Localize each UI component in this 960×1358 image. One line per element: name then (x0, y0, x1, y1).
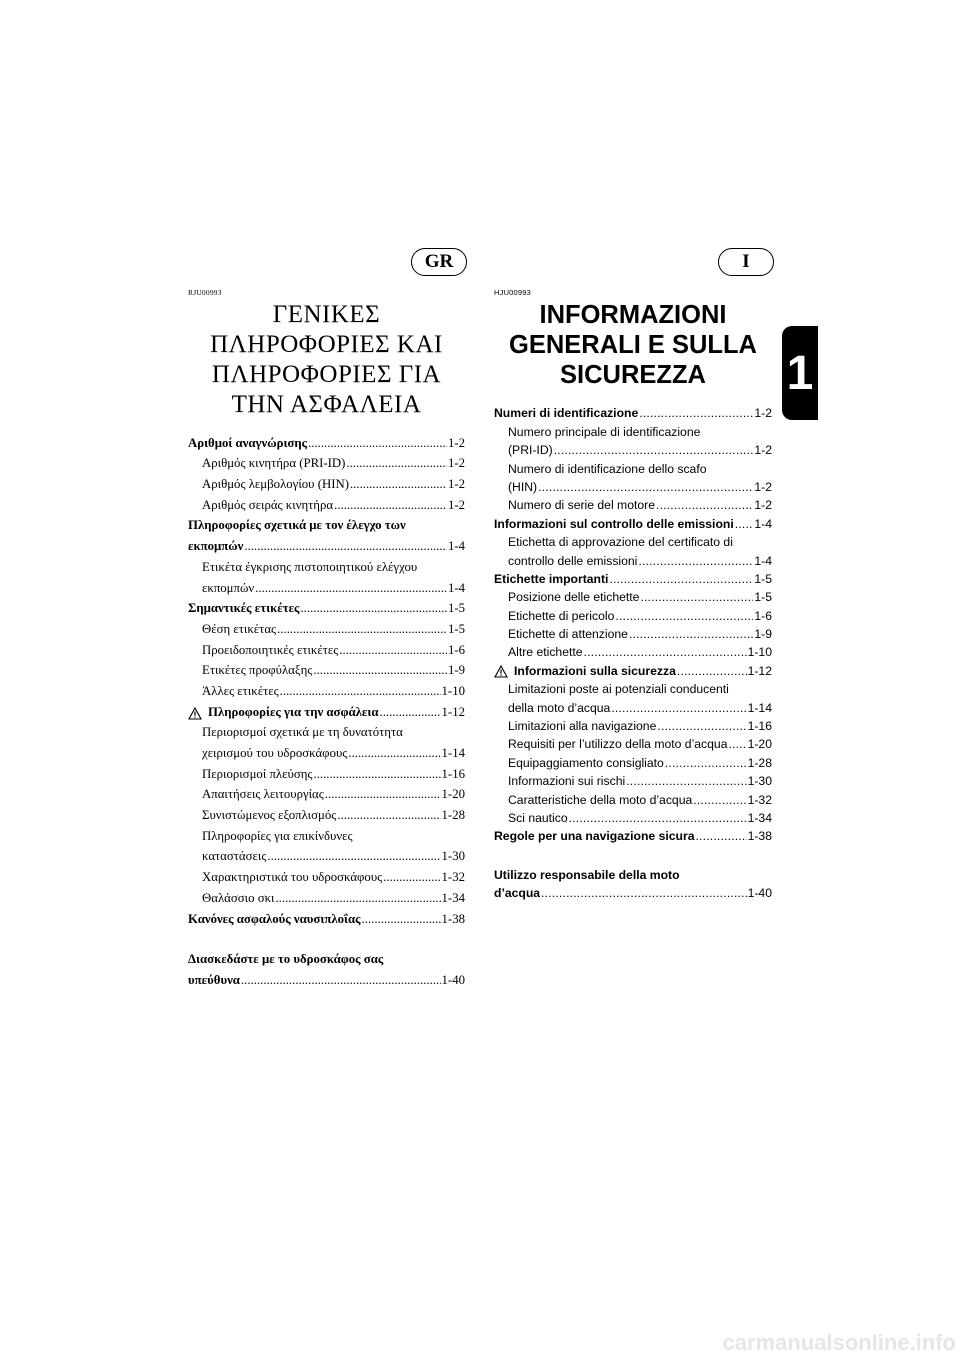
toc-label: Προειδοποιητικές ετικέτες (202, 642, 339, 657)
toc-entry[interactable] (494, 439, 772, 457)
title-line: INFORMAZIONI (539, 301, 727, 329)
title-line: GENERALI E SULLA (509, 331, 757, 359)
toc-leader-dots (267, 849, 440, 864)
toc-page-number: 1-4 (447, 580, 465, 595)
toc-entry[interactable] (188, 471, 465, 492)
toc-leader-dots (346, 456, 447, 471)
toc-leader-dots (300, 601, 446, 616)
toc-page-number: 1-40 (747, 886, 772, 901)
italian-column (494, 300, 772, 900)
toc-label: Θαλάσσιο σκι (202, 890, 275, 905)
toc-entry[interactable] (494, 623, 772, 641)
toc-entry[interactable] (188, 844, 465, 865)
toc-leader-dots (657, 719, 746, 733)
toc-page-number: 1-16 (747, 719, 772, 734)
toc-label: Numero principale di identificazione (508, 424, 701, 439)
toc-entry[interactable] (494, 604, 772, 622)
toc-page-number: 1-2 (754, 498, 772, 513)
toc-entry[interactable] (494, 512, 772, 530)
toc-page-number: 1-20 (747, 737, 772, 752)
toc-label: Πληροφορίες για επικίνδυνες (202, 828, 353, 843)
toc-label: Πληροφορίες για την ασφάλεια (208, 704, 379, 719)
toc-leader-dots (255, 581, 447, 596)
toc-entry[interactable] (494, 494, 772, 512)
title-line: ΓΕΝΙΚΕΣ (272, 301, 381, 328)
toc-label: Etichette di attenzione (508, 627, 628, 642)
language-badge-italian: I (718, 248, 774, 276)
toc-leader-dots (308, 436, 447, 451)
greek-column (188, 300, 465, 988)
toc-page-number: 1-14 (441, 746, 465, 760)
toc-entry[interactable] (494, 733, 772, 751)
toc-label: Requisiti per l’utilizzo della moto d’acqua (508, 737, 728, 752)
toc-leader-dots (656, 498, 753, 512)
toc-leader-dots (626, 774, 746, 788)
toc-leader-dots (629, 627, 753, 641)
toc-page-number: 1-5 (447, 621, 465, 636)
toc-entry[interactable] (494, 678, 772, 696)
toc-entry[interactable] (188, 596, 465, 617)
toc-leader-dots (325, 787, 441, 802)
toc-label: (PRI-ID) (508, 443, 553, 458)
toc-label: Αριθμοί αναγνώρισης (188, 435, 308, 450)
toc-entry[interactable] (188, 430, 465, 451)
toc-entry[interactable] (188, 637, 465, 658)
toc-label: Altre etichette (508, 645, 583, 660)
chapter-tab: 1 (782, 326, 818, 420)
toc-label: Posizione delle etichette (508, 590, 640, 605)
toc-leader-dots (554, 443, 754, 457)
greek-toc (188, 430, 465, 988)
toc-label: Συνιστώμενος εξοπλισμός (202, 808, 337, 823)
toc-page-number: 1-38 (441, 911, 465, 926)
toc-page-number: 1-20 (441, 787, 465, 802)
toc-entry[interactable] (494, 788, 772, 806)
toc-entry[interactable] (188, 678, 465, 699)
toc-entry[interactable] (188, 451, 465, 472)
toc-label: Caratteristiche della moto d’acqua (508, 792, 693, 807)
toc-label: Limitazioni alla navigazione (508, 719, 657, 734)
toc-leader-dots (638, 554, 753, 568)
section-code-italian: HJU00993 (494, 288, 532, 297)
toc-label: Numeri di identificazione (494, 406, 639, 421)
toc-entry[interactable] (494, 825, 772, 843)
toc-label: Θέση ετικέτας (202, 621, 277, 636)
toc-label: Equipaggiamento consigliato (508, 755, 664, 770)
toc-label: Regole per una navigazione sicura (494, 829, 695, 844)
toc-page-number: 1-34 (747, 810, 772, 825)
toc-label: Περιορισμοί πλεύσης (202, 766, 313, 781)
toc-entry[interactable] (188, 864, 465, 885)
toc-leader-dots (693, 793, 746, 807)
toc-page-number: 1-9 (754, 627, 772, 642)
toc-page-number: 1-2 (447, 497, 465, 512)
toc-page-number: 1-9 (447, 663, 465, 678)
toc-page-number: 1-2 (754, 479, 772, 494)
toc-page-number: 1-14 (747, 700, 772, 715)
toc-leader-dots (241, 973, 441, 988)
toc-leader-dots (615, 609, 753, 623)
toc-entry[interactable] (494, 476, 772, 494)
toc-leader-dots (348, 746, 440, 761)
toc-page-number: 1-40 (441, 972, 465, 987)
toc-entry[interactable] (188, 782, 465, 803)
toc-leader-dots (334, 498, 447, 513)
toc-entry[interactable] (188, 823, 465, 844)
watermark: carmanualsonline.info (722, 1330, 956, 1355)
toc-entry[interactable] (494, 586, 772, 604)
warning-triangle-icon (188, 707, 202, 720)
toc-page-number: 1-28 (441, 808, 465, 823)
toc-spacer (494, 843, 772, 863)
toc-page-number: 1-2 (447, 435, 465, 450)
toc-page-number: 1-38 (747, 829, 772, 844)
toc-entry[interactable] (188, 967, 465, 988)
toc-entry[interactable] (494, 751, 772, 769)
toc-label: Αριθμός λεμβολογίου (HIN) (202, 477, 349, 492)
toc-leader-dots (569, 811, 747, 825)
toc-entry[interactable] (494, 770, 772, 788)
toc-leader-dots (337, 808, 440, 823)
toc-label: d’acqua (494, 886, 541, 901)
toc-entry[interactable] (188, 761, 465, 782)
toc-page-number: 1-2 (447, 456, 465, 471)
toc-label: della moto d’acqua (508, 700, 611, 715)
toc-leader-dots (538, 480, 753, 494)
italian-toc (494, 402, 772, 900)
toc-entry[interactable] (494, 807, 772, 825)
toc-label: Numero di serie del motore (508, 498, 655, 513)
title-line: ΠΛΗΡΟΦΟΡΙΕΣ ΚΑΙ (210, 331, 443, 358)
toc-entry[interactable] (188, 575, 465, 596)
toc-label: Utilizzo responsabile della moto (494, 867, 680, 882)
italian-title (494, 300, 772, 390)
toc-page-number: 1-16 (441, 766, 465, 781)
toc-entry[interactable] (188, 513, 465, 534)
toc-page-number: 1-5 (447, 601, 465, 616)
toc-entry[interactable] (188, 658, 465, 679)
toc-page-number: 1-6 (754, 608, 772, 623)
toc-entry[interactable] (188, 533, 465, 554)
toc-page-number: 1-2 (754, 406, 772, 421)
toc-label: Διασκεδάστε με το υδροσκάφος σας (188, 952, 384, 967)
toc-leader-dots (275, 891, 440, 906)
toc-leader-dots (665, 756, 747, 770)
title-line: ΠΛΗΡΟΦΟΡΙΕΣ ΓΙΑ (211, 361, 442, 388)
toc-label: χειρισμού του υδροσκάφους (202, 746, 348, 760)
toc-entry[interactable] (494, 402, 772, 420)
toc-page-number: 1-32 (441, 870, 465, 885)
toc-label: Χαρακτηριστικά του υδροσκάφους (202, 870, 383, 885)
toc-label: controllo delle emissioni (508, 553, 638, 568)
toc-entry[interactable] (188, 720, 465, 741)
toc-entry[interactable] (494, 715, 772, 733)
toc-label: Numero di identificazione dello scafo (508, 461, 707, 476)
toc-leader-dots (609, 572, 753, 586)
toc-label: υπεύθυνα (188, 972, 240, 987)
toc-label: Etichetta di approvazione del certificato di (508, 535, 733, 550)
toc-label: Ετικέτες προφύλαξης (202, 663, 313, 678)
toc-page-number: 1-32 (747, 792, 772, 807)
language-badge-greek: GR (411, 248, 467, 276)
toc-entry[interactable] (188, 740, 465, 761)
toc-label: Αριθμός σειράς κινητήρα (202, 497, 334, 512)
toc-page-number: 1-30 (441, 849, 465, 864)
toc-label: Ετικέτα έγκρισης πιστοποιητικού ελέγχου (202, 559, 418, 574)
toc-page-number: 1-5 (754, 571, 772, 586)
toc-page-number: 1-10 (747, 645, 772, 660)
toc-entry[interactable] (494, 531, 772, 549)
toc-label: Informazioni sul controllo delle emissioni (494, 516, 734, 531)
greek-title (188, 300, 465, 420)
toc-page-number: 1-4 (754, 516, 772, 531)
toc-entry[interactable] (494, 863, 772, 881)
toc-page-number: 1-30 (747, 774, 772, 789)
toc-leader-dots (339, 643, 447, 658)
toc-entry[interactable] (188, 802, 465, 823)
toc-entry[interactable] (494, 457, 772, 475)
toc-entry[interactable] (188, 554, 465, 575)
toc-label: Etichette importanti (494, 571, 609, 586)
toc-leader-dots (314, 767, 441, 782)
toc-entry[interactable] (188, 906, 465, 927)
section-code-greek: RJU00993 (188, 288, 222, 297)
toc-leader-dots (244, 539, 447, 554)
toc-entry[interactable] (494, 420, 772, 438)
toc-label: Απαιτήσεις λειτουργίας (202, 787, 324, 802)
toc-leader-dots (280, 684, 441, 699)
toc-label: Informazioni sulla sicurezza (514, 663, 676, 678)
toc-entry[interactable] (188, 947, 465, 968)
toc-leader-dots (640, 590, 753, 604)
toc-label: καταστάσεις (202, 849, 267, 864)
toc-label: Αριθμός κινητήρα (PRI-ID) (202, 456, 346, 471)
toc-entry[interactable] (188, 699, 465, 720)
toc-leader-dots (639, 406, 753, 420)
toc-label: Sci nautico (508, 810, 568, 825)
toc-leader-dots (584, 645, 747, 659)
toc-label: Informazioni sui rischi (508, 774, 626, 789)
toc-entry[interactable] (188, 616, 465, 637)
toc-page-number: 1-5 (754, 590, 772, 605)
toc-label: Άλλες ετικέτες (202, 683, 279, 698)
toc-entry[interactable] (494, 568, 772, 586)
toc-page-number: 1-2 (447, 477, 465, 492)
toc-entry[interactable] (494, 659, 772, 677)
toc-page-number: 1-12 (747, 663, 772, 678)
toc-leader-dots (677, 664, 747, 678)
title-line: ΤΗΝ ΑΣΦΑΛΕΙΑ (231, 391, 422, 418)
warning-triangle-icon (494, 665, 508, 678)
toc-label: εκπομπών (202, 580, 255, 595)
toc-label: Σημαντικές ετικέτες (188, 601, 300, 616)
toc-entry[interactable] (494, 696, 772, 714)
toc-spacer (188, 927, 465, 947)
toc-page-number: 1-10 (441, 683, 465, 698)
toc-leader-dots (313, 663, 447, 678)
toc-leader-dots (362, 912, 441, 927)
toc-leader-dots (735, 517, 754, 531)
toc-entry[interactable] (188, 885, 465, 906)
toc-entry[interactable] (188, 492, 465, 513)
toc-leader-dots (611, 701, 746, 715)
toc-page-number: 1-4 (754, 553, 772, 568)
toc-page-number: 1-28 (747, 755, 772, 770)
toc-leader-dots (380, 705, 441, 720)
toc-leader-dots (541, 886, 747, 900)
toc-page-number: 1-2 (754, 443, 772, 458)
toc-label: Πληροφορίες σχετικά με τον έλεγχο των (188, 518, 406, 533)
toc-label: Limitazioni poste ai potenziali conducenti (508, 682, 729, 697)
toc-leader-dots (277, 622, 447, 637)
toc-label: Κανόνες ασφαλούς ναυσιπλοΐας (188, 911, 361, 926)
toc-page-number: 1-4 (447, 539, 465, 554)
toc-leader-dots (383, 870, 440, 885)
toc-entry[interactable] (494, 641, 772, 659)
toc-page-number: 1-12 (441, 704, 465, 719)
toc-entry[interactable] (494, 549, 772, 567)
toc-label: Περιορισμοί σχετικά με τη δυνατότητα (202, 725, 403, 740)
toc-page-number: 1-6 (447, 642, 465, 657)
title-line: SICUREZZA (560, 361, 706, 389)
toc-leader-dots (350, 477, 447, 492)
toc-label: εκπομπών (188, 539, 244, 554)
toc-label: Etichette di pericolo (508, 608, 615, 623)
toc-label: (HIN) (508, 479, 538, 494)
toc-entry[interactable] (494, 882, 772, 900)
toc-leader-dots (729, 737, 747, 751)
toc-leader-dots (695, 829, 746, 843)
toc-page-number: 1-34 (441, 890, 465, 905)
